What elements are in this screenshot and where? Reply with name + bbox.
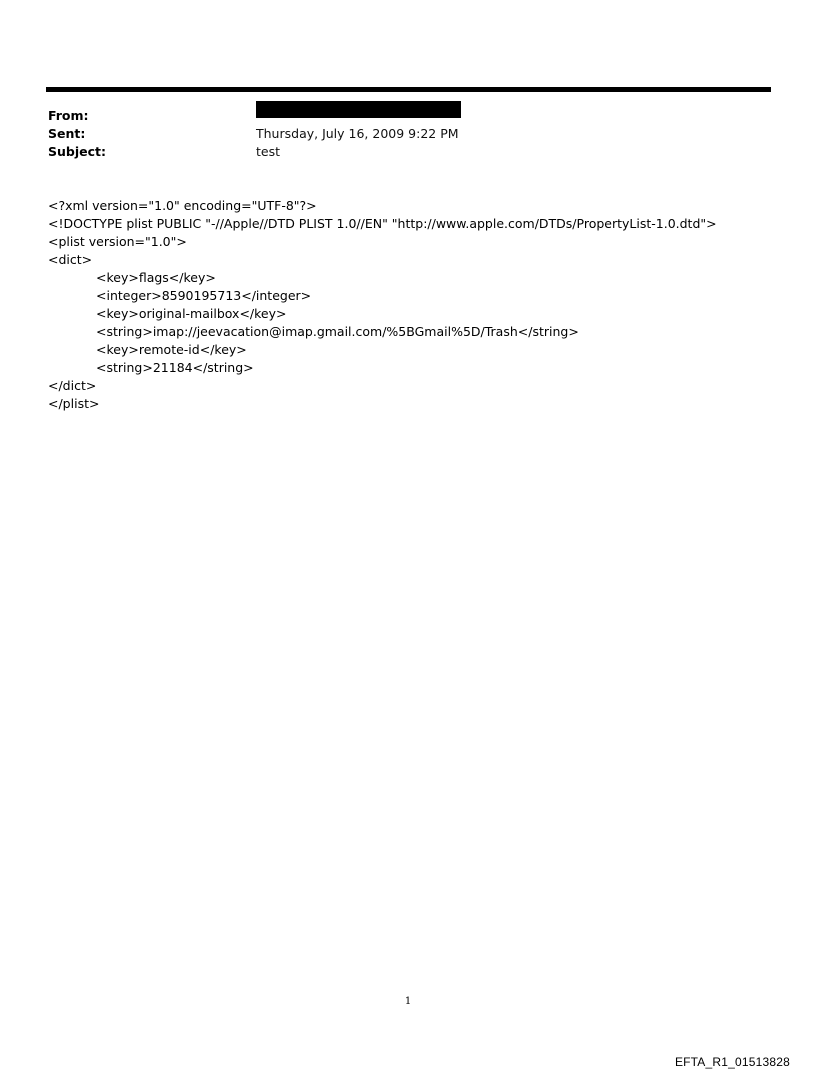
- body-line: <key>flags</key>: [96, 270, 216, 285]
- header-divider: [46, 87, 771, 92]
- body-line: </plist>: [48, 396, 100, 411]
- body-line: <string>imap://jeevacation@imap.gmail.com/%5BGmail%5D/Trash</string>: [96, 324, 579, 339]
- sent-value: Thursday, July 16, 2009 9:22 PM: [256, 126, 459, 141]
- sent-label: Sent:: [48, 126, 86, 141]
- subject-label: Subject:: [48, 144, 106, 159]
- body-line: <dict>: [48, 252, 93, 267]
- body-line: <string>21184</string>: [96, 360, 254, 375]
- subject-value: test: [256, 144, 281, 159]
- body-line: <?xml version="1.0" encoding="UTF-8"?>: [48, 198, 317, 213]
- body-line: <!DOCTYPE plist PUBLIC "-//Apple//DTD PLIST 1.0//EN" "http://www.apple.com/DTDs/PropertyList-1.0.dtd">: [48, 216, 717, 231]
- body-line: </dict>: [48, 378, 97, 393]
- body-line: <key>original-mailbox</key>: [96, 306, 287, 321]
- redaction-block: [256, 101, 461, 118]
- body-line: <key>remote-id</key>: [96, 342, 247, 357]
- bates-number: EFTA_R1_01513828: [674, 1055, 790, 1069]
- body-line: <integer>8590195713</integer>: [96, 288, 312, 303]
- body-line: <plist version="1.0">: [48, 234, 187, 249]
- message-body: [48, 197, 717, 413]
- from-label: From:: [48, 108, 89, 123]
- page-number: 1: [404, 996, 412, 1007]
